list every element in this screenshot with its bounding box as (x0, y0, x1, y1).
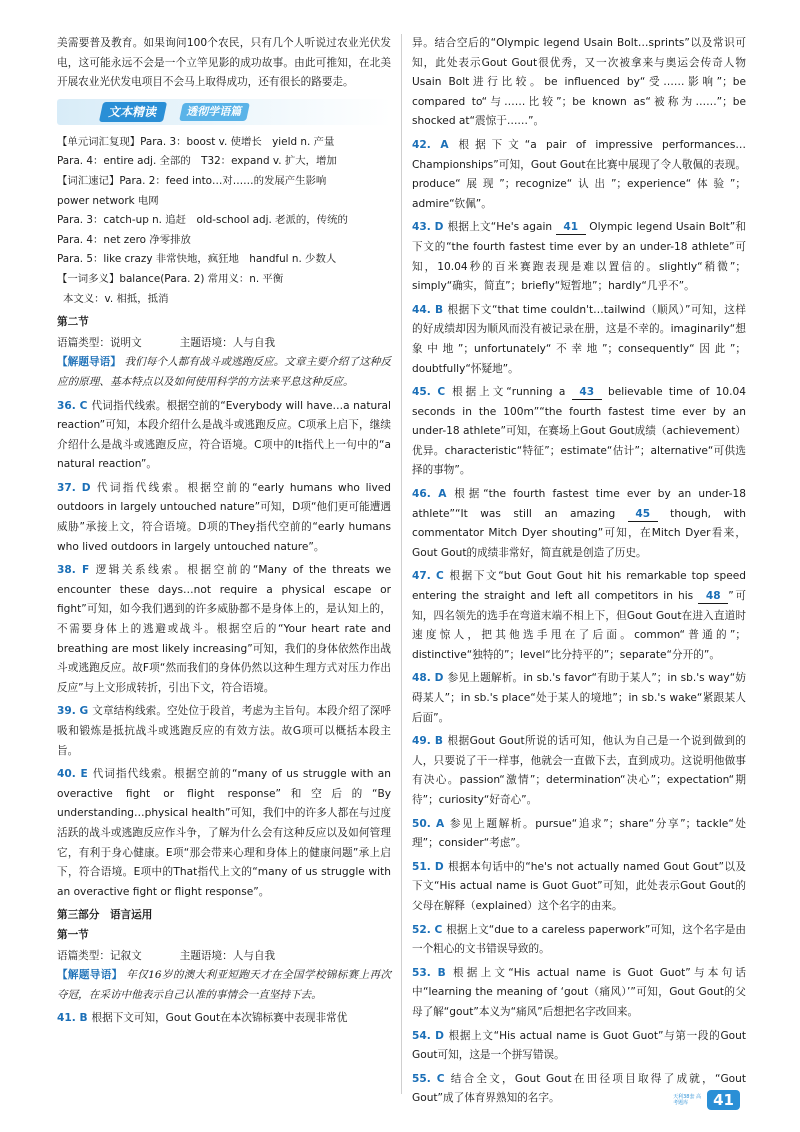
vocab-line: 【一词多义】balance(Para. 2) 常用义：n. 平衡 (57, 272, 284, 285)
answer-number: 54. D (412, 1029, 444, 1042)
answer-explanation: 文章结构线索。空处位于段首，考虑为主旨句。本段介绍了深呼吸和锻炼是抵抗战斗或逃跑反应的有效方法。故G项可以概括本段主旨。 (57, 705, 391, 757)
answer-explanation: 根据下文“that time couldn't…tailwind（顺风）”可知，这样的好成绩却因为顺风而没有被记录在册，这是不幸的。imaginarily“想象中地”；unfortunately“不幸地”；consequently“因此”；doubtfully“怀疑地”。 (412, 303, 746, 375)
answer-item (412, 485, 746, 563)
answer-explanation: 参见上题解析。pursue“追求”；share“分享”；tackle“处理”；consider“考虑”。 (412, 817, 747, 850)
left-column (57, 34, 391, 1033)
answer-item (412, 1027, 746, 1066)
vocab-line: Para. 4：net zero 净零排放 (57, 233, 191, 246)
right-column (412, 34, 746, 1113)
answer-explanation-cont: Olympic legend Usain Bolt”和下文的“the fourth fastest time ever by an under-18 athlete”可知，10.04秒的百米赛跑表现是难以置信的。slightly“稍微”；simply“确实，简直”；briefly“短暂地”；hardly“几乎不”。 (412, 221, 747, 293)
answer-number: 49. B (412, 735, 444, 748)
page-footer (673, 1090, 740, 1110)
answer-item (412, 964, 746, 1023)
vocab-line: Para. 3：catch-up n. 追赶 old-school adj. 老派的，传统的 (57, 214, 348, 227)
answer-item (412, 732, 746, 810)
answer-explanation: 结合全文，Gout Gout在田径项目取得了成就，“Gout Gout”成了体育界熟知的名字。 (412, 1072, 746, 1105)
answer-explanation-cont: ”可知，四名领先的选手在弯道末端不相上下，但Gout Gout在进入直道时速度惊人，把其他选手甩在了后面。common“普通的”；distinctive“独特的”；level“比分持平的”；separate“分开的”。 (412, 590, 746, 661)
answer-number: 48. D (412, 672, 444, 685)
passage-type: 语篇类型：说明文 (57, 336, 142, 349)
answer-item (57, 765, 391, 902)
blank-number: 45 (628, 507, 658, 522)
column-divider (401, 34, 402, 1094)
answer-explanation-cont: believable time of 10.04 seconds in the 100m”“the fourth fastest time ever by an under-18 athlete”可知，在赛场上Gout Gout成绩（achievement）优异。characteristic“特征”；estimate“估计”；alternative“可供选择的事物”。 (412, 386, 746, 477)
vocab-block (57, 133, 391, 309)
answer-item (412, 815, 746, 854)
answer-explanation: 根据上文“His actual name is Guot Guot”与本句话中“learning the meaning of ‘gout（痛风）’”可知，Gout Gout的父母了解“gout”本义为“痛风”后想把名字改回来。 (412, 966, 747, 1018)
answer-item (57, 702, 391, 761)
part3-guide (57, 966, 391, 1005)
answer-number: 52. C (412, 923, 443, 936)
answer-explanation: 参见上题解析。in sb.'s favor“有助于某人”；in sb.'s way“妨碍某人”；in sb.'s place“处于某人的境地”；in sb.'s wake“紧跟某人后面”。 (412, 672, 746, 724)
answer-item (412, 383, 746, 481)
answer-number: 42. A (412, 138, 449, 151)
vocab-line: Para. 4：entire adj. 全部的 T32：expand v. 扩大，增加 (57, 155, 337, 168)
answer-number: 38. F (57, 564, 90, 577)
answer-explanation: 根据下文“a pair of impressive performances…Championships”可知，Gout Gout在比赛中展现了令人敬佩的表现。produce“展现”；recognize“认出”；experience“体验”；admire“钦佩”。 (412, 138, 747, 210)
answer-explanation: 代词指代线索。根据空前的“many of us struggle with an overactive fight or flight response”和空后的“By understanding…physical health”可知，我们中的许多人都在与过度活跃的战斗或逃跑反应作斗争，了解为什么会有这种反应以及如何管理它，有利于身心健康。E项“那会带来心理和身体上的健康问题”承上启下，符合语境。E项中的That指代上文的“many of us struggle with an overactive fight or flight response”。 (57, 768, 391, 898)
answer-item (412, 136, 746, 214)
answer-explanation-cont: though, with commentator Mitch Dyer shouting”可知，在Mitch Dyer看来，Gout Gout的成绩非常好，简直就是创造了历史。 (412, 507, 746, 559)
answer-number: 45. C (412, 386, 446, 399)
answer-number: 44. B (412, 303, 444, 316)
vocab-line: 本文义：v. 相抵，抵消 (63, 292, 169, 305)
answer-explanation: 代词指代线索。根据空前的“early humans who lived outdoors in largely untouched nature”可知，D项“他们更可能遭遇威胁”承接上文，符合语境。D项的They指代空前的“early humans who lived outdoors in largely untouched nature”。 (57, 481, 391, 553)
guide-text: 我们每个人都有战斗或逃跑反应。文章主要介绍了这种反应的原理、基本特点以及如何使用科学的方法来平息这种反应。 (57, 356, 392, 388)
answer-explanation: 逻辑关系线索。根据空前的“Many of the threats we encounter these days…not require a physical escape or fight”可知，如今我们遇到的许多威胁都不是身体上的，是认知上的，不需要身体上的逃避或战斗。根据空后的“Your heart rate and breathing are most likely increasing”可知，我们的身体依然作出战斗或逃跑反应。故F项“然而我们的身体仍然以这种生理方式对压力作出反应”与上文形成转折，引出下文，符合语境。 (57, 564, 391, 694)
continued-paragraph: 异。结合空后的“Olympic legend Usain Bolt…sprints”以及常识可知，此处表示Gout Gout很优秀，又一次被拿来与奥运会传奇人物Usain Bolt进行比较。be influenced by“受……影响”；be compared to“与……比较”；be known as“被称为……”；be shocked at“震惊于……”。 (412, 37, 746, 128)
answer-number: 41. B (57, 1012, 88, 1025)
passage-theme: 主题语境：人与自我 (179, 336, 276, 349)
passage-type: 语篇类型：记叙文 (57, 949, 142, 962)
answer-number: 47. C (412, 570, 444, 583)
answer-explanation: 根据上文“His actual name is Guot Guot”与第一段的Gout Gout可知，这是一个拼写错误。 (412, 1029, 746, 1062)
answer-number: 39. G (57, 705, 89, 718)
answer-item (57, 1009, 391, 1029)
answer-explanation: 根据Gout Gout所说的话可知，他认为自己是一个说到做到的人，只要说了干一样事，他就会一直做下去，直到成功。这说明他做事有决心。passion“激情”；determination“决心”；expectation“期待”；curiosity“好奇心”。 (412, 735, 747, 806)
answer-number: 46. A (412, 488, 447, 501)
answer-number: 51. D (412, 860, 444, 873)
answer-item (412, 921, 746, 960)
answer-number: 37. D (57, 481, 91, 494)
answer-explanation: 代词指代线索。根据空前的“Everybody will have…a natural reaction”可知，本段介绍什么是战斗或逃跑反应。C项承上启下，继续介绍什么是战斗或逃跑反应，符合语境。C项中的It指代上一句中的“a natural reaction”。 (57, 399, 391, 471)
vocab-line: 【单元词汇复现】Para. 3：boost v. 使增长 yield n. 产量 (57, 135, 335, 148)
answer-explanation: 根据上文“running a (449, 386, 572, 399)
vocab-line: 【词汇速记】Para. 2：feed into…对……的发展产生影响 (57, 174, 327, 187)
answer-number: 53. B (412, 966, 446, 979)
part3-subhead (57, 947, 391, 967)
passage-theme: 主题语境：人与自我 (179, 949, 276, 962)
page-number: 41 (707, 1090, 740, 1110)
vocab-line: power network 电网 (57, 194, 159, 207)
answer-explanation: 根据“the fourth fastest time ever by an under-18 athlete”“It was still an amazing (412, 488, 747, 520)
answer-number: 55. C (412, 1072, 445, 1085)
answer-item (57, 479, 391, 557)
answer-item (412, 567, 746, 665)
blank-number: 48 (698, 589, 728, 604)
answer-number: 50. A (412, 817, 445, 830)
answer-explanation: 根据上文“due to a careless paperwork”可知，这个名字是由一个粗心的文书错误导致的。 (412, 923, 746, 956)
guide-tag: 【解题导语】 (57, 356, 121, 369)
answer-item (412, 301, 746, 379)
section-banner (57, 99, 391, 125)
answer-item (412, 858, 746, 917)
answer-item (412, 218, 746, 296)
section2-title: 第二节 (57, 316, 89, 329)
part3-title: 第三部分 语言运用 (57, 909, 153, 922)
part3-subtitle: 第一节 (57, 928, 89, 941)
brand-mark: 天利38套 高考题库 (673, 1094, 702, 1106)
answer-number: 36. C (57, 399, 88, 412)
blank-number: 41 (556, 220, 586, 235)
answer-item (57, 397, 391, 475)
section2-guide (57, 353, 391, 392)
answer-explanation: 根据下文“but Gout Gout hit his remarkable top speed entering the straight and left all competitors in his (412, 570, 746, 603)
answer-number: 40. E (57, 768, 88, 781)
guide-text: 年仅16岁的澳大利亚短跑天才在全国学校锦标赛上再次夺冠，在采访中他表示自己认准的事情会一直坚持下去。 (57, 969, 391, 1001)
vocab-line: Para. 5：like crazy 非常快地，疯狂地 handful n. 少数人 (57, 253, 337, 266)
answer-explanation: 根据下文可知，Gout Gout在本次锦标赛中表现非常优 (91, 1012, 348, 1025)
banner-title: 文本精读 (99, 102, 167, 122)
banner-subtitle: 透彻学语篇 (179, 103, 250, 121)
answer-item (412, 669, 746, 728)
answer-explanation: 根据上文“He's again (447, 221, 556, 234)
answer-explanation: 根据本句话中的“he's not actually named Gout Gout”以及下文“His actual name is Guot Guot”可知，此处表示Gout Gout的父母在解释（explained）这个名字的由来。 (412, 860, 747, 912)
answer-item (57, 561, 391, 698)
blank-number: 43 (572, 385, 602, 400)
section2-subhead (57, 334, 391, 354)
guide-tag: 【解题导语】 (57, 969, 123, 982)
intro-paragraph: 美需要普及教育。如果询问100个农民，只有几个人听说过农业光伏发电，这可能永远不会是一个立竿见影的成功故事。由此可推知，在北美开展农业光伏发电项目不会马上取得成功，还有很长的路要走。 (57, 37, 391, 89)
answer-number: 43. D (412, 221, 444, 234)
